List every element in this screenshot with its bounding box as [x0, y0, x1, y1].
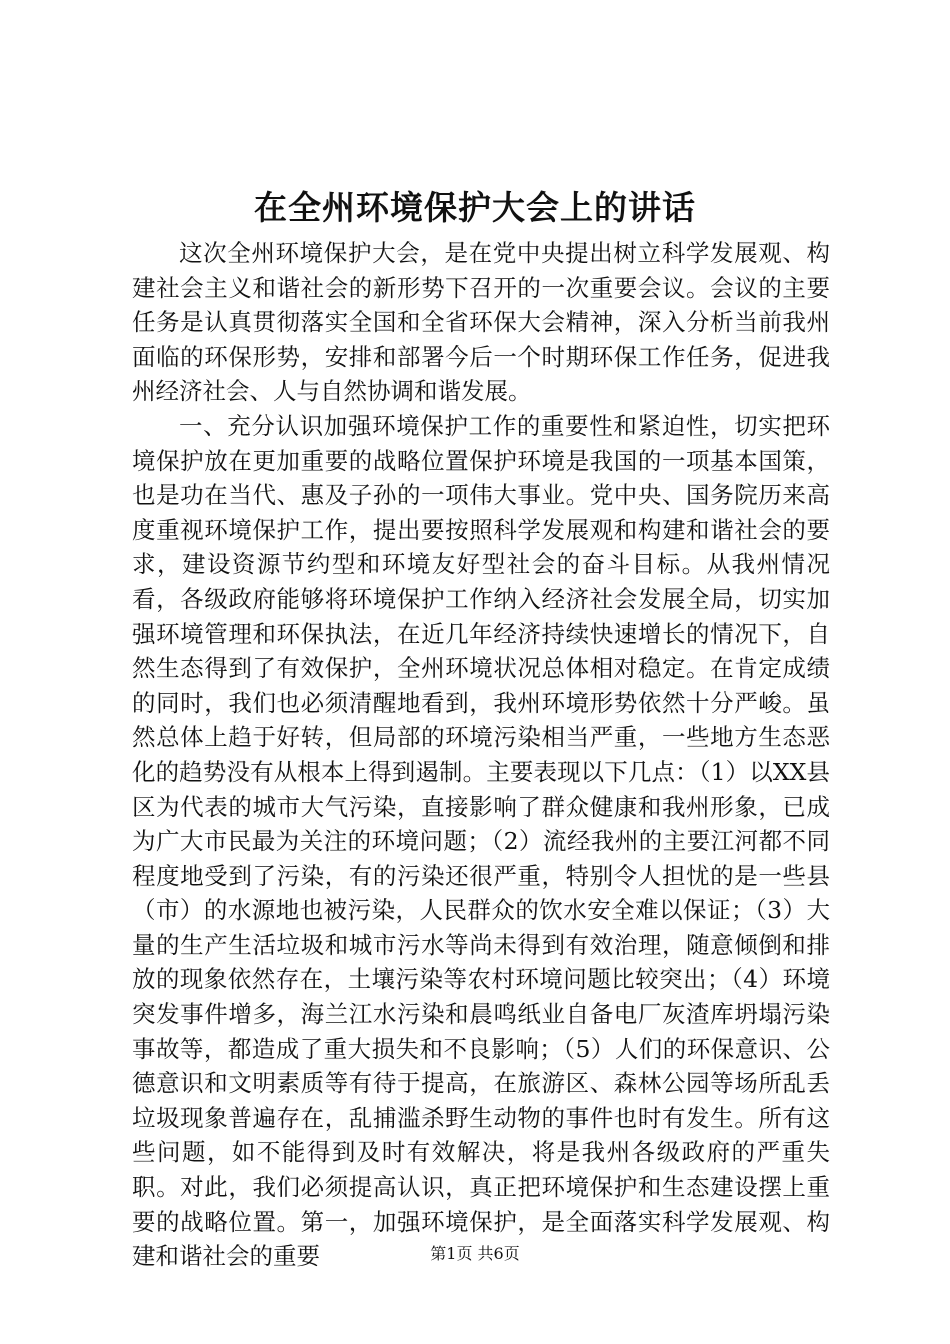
paragraph-intro: 这次全州环境保护大会，是在党中央提出树立科学发展观、构建社会主义和谐社会的新形势下召开的一次重要会议。会议的主要任务是认真贯彻落实全国和全省环保大会精神，深入分析当前我州面临的环保形势，安排和部署今后一个时期环保工作任务，促进我州经济社会、人与自然协调和谐发展。 [132, 239, 830, 406]
paragraph-section-one: 一、充分认识加强环境保护工作的重要性和紧迫性，切实把环境保护放在更加重要的战略位置保护环境是我国的一项基本国策，也是功在当代、惠及子孙的一项伟大事业。党中央、国务院历来高度重视环境保护工作，提出要按照科学发展观和构建和谐社会的要求，建设资源节约型和环境友好型社会的奋斗目标。从我州情况看，各级政府能够将环境保护工作纳入经济社会发展全局，切实加强环境管理和环保执法，在近几年经济持续快速增长的情况下，自然生态得到了有效保护，全州环境状况总体相对稳定。在肯定成绩的同时，我们也必须清醒地看到，我州环境形势依然十分严峻。虽然总体上趋于好转，但局部的环境污染相当严重，一些地方生态恶化的趋势没有从根本上得到遏制。主要表现以下几点：（1）以XX县区为代表的城市大气污染，直接影响了群众健康和我州形象，已成为广大市民最为关注的环境问题；（2）流经我州的主要江河都不同程度地受到了污染，有的污染还很严重，特别令人担忧的是一些县（市）的水源地也被污染，人民群众的饮水安全难以保证；（3）大量的生产生活垃圾和城市污水等尚未得到有效治理，随意倾倒和排放的现象依然存在，土壤污染等农村环境问题比较突出；（4）环境突发事件增多，海兰江水污染和晨鸣纸业自备电厂灰渣库坍塌污染事故等，都造成了重大损失和不良影响；（5）人们的环保意识、公德意识和文明素质等有待于提高，在旅游区、森林公园等场所乱丢垃圾现象普遍存在，乱捕滥杀野生动物的事件也时有发生。所有这些问题，如不能得到及时有效解决，将是我州各级政府的严重失职。对此，我们必须提高认识，真正把环境保护和生态建设摆上重要的战略位置。第一，加强环境保护，是全面落实科学发展观、构建和谐社会的重要 [132, 411, 830, 1271]
page-number-footer: 第1页 共6页 [430, 1244, 520, 1263]
document-title: 在全州环境保护大会上的讲话 [254, 188, 696, 227]
document-body [132, 236, 830, 1274]
